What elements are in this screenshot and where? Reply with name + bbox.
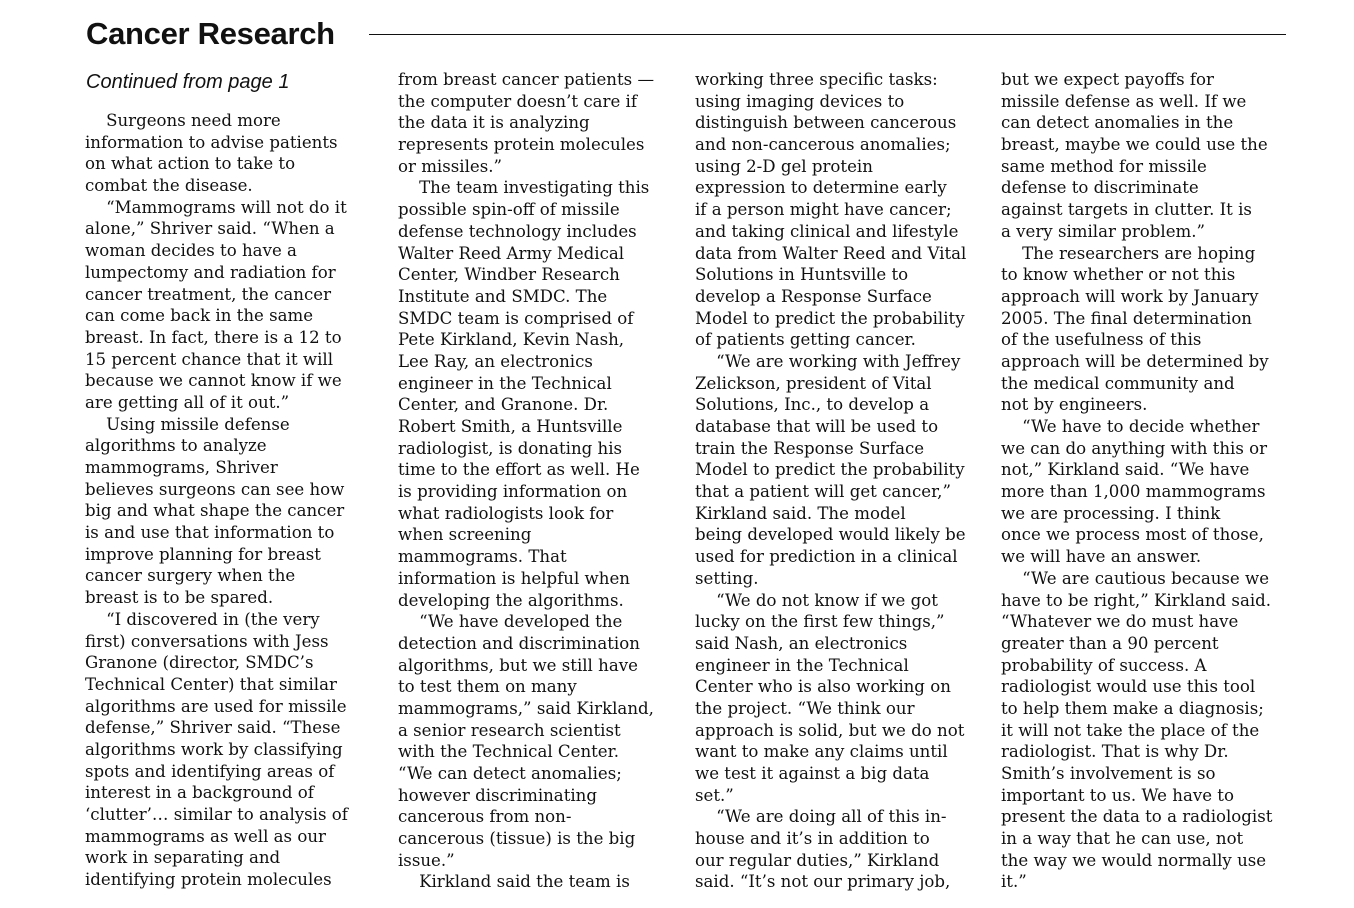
article-text-line: said. “It’s not our primary job,: [695, 872, 951, 892]
article-text-line: we test it against a big data: [695, 764, 930, 783]
article-text-line: radiologist. That is why Dr.: [1001, 742, 1229, 762]
article-text-line: but we expect payoffs for: [1001, 70, 1214, 89]
article-text-line: Center who is also working on: [695, 677, 951, 697]
title-rule: [369, 34, 1286, 35]
article-text-line: cancer treatment, the cancer: [85, 284, 332, 304]
article-text-line: “I discovered in (the very: [85, 609, 320, 629]
article-text-line: the way we would normally use: [1001, 850, 1267, 870]
article-text-line: breast, maybe we could use the: [1001, 135, 1268, 155]
article-text-line: first) conversations with Jess: [85, 631, 329, 651]
article-text-line: using 2-D gel protein: [695, 156, 873, 176]
article-text-line: “We do not know if we got: [695, 590, 938, 610]
article-text-line: Solutions, Inc., to develop a: [695, 395, 930, 415]
article-text-line: to know whether or not this: [1001, 265, 1236, 285]
article-text-line: Technical Center) that similar: [85, 674, 337, 694]
article-text-line: want to make any claims until: [695, 742, 948, 762]
article-text-line: a senior research scientist: [398, 720, 621, 740]
article-text-line: what radiologists look for: [398, 503, 614, 523]
article-text-line: Pete Kirkland, Kevin Nash,: [398, 330, 625, 350]
article-text-line: are getting all of it out.”: [85, 392, 290, 412]
article-text-line: time to the effort as well. He: [398, 460, 640, 480]
section-title: Cancer Research: [86, 16, 335, 51]
article-text-line: database that will be used to: [695, 417, 939, 436]
article-text-line: Center, and Granone. Dr.: [398, 395, 609, 415]
article-text-line: cancerous from non-: [398, 807, 572, 827]
article-text-line: Institute and SMDC. The: [398, 286, 608, 306]
article-text-line: “We have to decide whether: [1001, 417, 1260, 436]
article-text-line: the computer doesn’t care if: [398, 91, 637, 111]
article-text-line: once we process most of those,: [1001, 525, 1264, 545]
article-text-line: however discriminating: [398, 785, 597, 805]
article-column-4: [1001, 69, 1291, 893]
article-text-line: Center, Windber Research: [398, 265, 620, 285]
article-text-line: approach is solid, but we do not: [695, 720, 965, 740]
article-text-line: Using missile defense: [85, 414, 290, 434]
article-text-line: defense to discriminate: [1001, 178, 1199, 198]
article-text-line: Model to predict the probability: [695, 460, 965, 480]
article-text-line: “We have developed the: [398, 612, 623, 632]
article-text-line: of the usefulness of this: [1001, 330, 1202, 350]
article-text-line: is and use that information to: [85, 523, 335, 543]
article-text-line: improve planning for breast: [85, 544, 321, 564]
article-text-line: issue.”: [398, 850, 455, 870]
article-text-line: “Whatever we do must have: [1001, 612, 1239, 632]
article-text-line: being developed would likely be: [695, 525, 966, 545]
article-text-line: radiologist, is donating his: [398, 438, 623, 458]
article-text-line: from breast cancer patients —: [398, 70, 655, 89]
article-text-line: expression to determine early: [695, 178, 947, 198]
article-text-line: working three specific tasks:: [695, 70, 938, 89]
article-text-line: missile defense as well. If we: [1001, 91, 1247, 111]
article-text-line: said Nash, an electronics: [695, 633, 908, 653]
article-text-line: set.”: [695, 785, 734, 805]
article-text-line: is providing information on: [398, 482, 628, 502]
page-header: [86, 14, 1286, 58]
article-text-line: Kirkland said the team is: [398, 872, 630, 892]
article-text-line: defense,” Shriver said. “These: [85, 718, 341, 738]
article-text-line: SMDC team is comprised of: [398, 308, 634, 328]
continued-from-note: Continued from page 1: [86, 71, 290, 93]
article-text-line: distinguish between cancerous: [695, 113, 957, 133]
article-text-line: a very similar problem.”: [1001, 221, 1206, 241]
article-text-line: have to be right,” Kirkland said.: [1001, 590, 1272, 610]
article-text-line: Granone (director, SMDC’s: [85, 653, 314, 673]
article-text-line: approach will work by January: [1001, 286, 1259, 306]
article-text-line: engineer in the Technical: [695, 655, 909, 675]
article-text-line: cancerous (tissue) is the big: [398, 829, 636, 849]
article-text-line: developing the algorithms.: [398, 590, 624, 610]
article-text-line: and non-cancerous anomalies;: [695, 135, 951, 155]
article-text-line: our regular duties,” Kirkland: [695, 850, 940, 870]
article-column-2: [398, 69, 680, 893]
article-text-line: interest in a background of: [85, 783, 314, 803]
article-text-line: because we cannot know if we: [85, 371, 342, 391]
article-text-line: same method for missile: [1001, 156, 1207, 176]
article-text-line: it will not take the place of the: [1001, 720, 1260, 740]
article-text-line: “We are working with Jeffrey: [695, 351, 961, 371]
article-text-line: lucky on the first few things,”: [695, 612, 945, 632]
article-text-line: “Mammograms will not do it: [85, 197, 347, 217]
article-text-line: Surgeons need more: [85, 111, 281, 130]
article-text-line: data from Walter Reed and Vital: [695, 243, 967, 263]
article-text-line: algorithms to analyze: [85, 436, 267, 456]
article-text-line: with the Technical Center.: [398, 742, 620, 762]
article-text-line: house and it’s in addition to: [695, 829, 930, 849]
article-text-line: algorithms, but we still have: [398, 655, 638, 675]
article-text-line: combat the disease.: [85, 176, 253, 196]
article-text-line: Zelickson, president of Vital: [695, 373, 932, 393]
article-text-line: ‘clutter’… similar to analysis of: [85, 805, 348, 824]
article-text-line: Smith’s involvement is so: [1001, 764, 1216, 783]
article-text-line: probability of success. A: [1001, 655, 1207, 675]
article-text-line: Robert Smith, a Huntsville: [398, 417, 623, 436]
article-text-line: information is helpful when: [398, 568, 630, 588]
article-column-1: [85, 110, 375, 891]
article-text-line: can come back in the same: [85, 306, 314, 326]
article-text-line: that a patient will get cancer,”: [695, 482, 951, 502]
article-text-line: train the Response Surface: [695, 438, 925, 458]
article-text-line: of patients getting cancer.: [695, 330, 916, 350]
article-text-line: spots and identifying areas of: [85, 761, 335, 781]
article-text-line: it.”: [1001, 872, 1027, 892]
article-text-line: “We are cautious because we: [1001, 568, 1270, 588]
article-text-line: work in separating and: [85, 848, 281, 868]
article-text-line: important to us. We have to: [1001, 785, 1234, 805]
article-text-line: possible spin-off of missile: [398, 200, 620, 220]
article-text-line: breast is to be spared.: [85, 588, 274, 608]
article-text-line: in a way that he can use, not: [1001, 829, 1244, 849]
article-text-line: Solutions in Huntsville to: [695, 265, 909, 285]
article-column-3: [695, 69, 985, 893]
article-text-line: if a person might have cancer;: [695, 200, 952, 220]
article-text-line: woman decides to have a: [85, 241, 297, 261]
article-text-line: lumpectomy and radiation for: [85, 262, 336, 282]
article-text-line: “We are doing all of this in-: [695, 807, 947, 827]
article-text-line: alone,” Shriver said. “When a: [85, 219, 335, 239]
article-text-line: not,” Kirkland said. “We have: [1001, 460, 1250, 480]
article-text-line: more than 1,000 mammograms: [1001, 482, 1266, 502]
article-text-line: approach will be determined by: [1001, 351, 1269, 371]
article-text-line: Lee Ray, an electronics: [398, 351, 593, 371]
article-text-line: mammograms. That: [398, 547, 567, 567]
article-text-line: defense technology includes: [398, 221, 637, 241]
article-text-line: represents protein molecules: [398, 135, 645, 155]
article-text-line: big and what shape the cancer: [85, 501, 345, 521]
article-text-line: mammograms as well as our: [85, 826, 326, 846]
article-text-line: and taking clinical and lifestyle: [695, 221, 959, 241]
article-text-line: information to advise patients: [85, 132, 338, 152]
article-text-line: to test them on many: [398, 677, 577, 697]
article-text-line: cancer surgery when the: [85, 566, 296, 586]
article-text-line: algorithms work by classifying: [85, 739, 343, 759]
article-text-line: present the data to a radiologist: [1001, 807, 1273, 827]
article-text-line: Walter Reed Army Medical: [398, 243, 625, 263]
article-text-line: develop a Response Surface: [695, 286, 932, 306]
article-text-line: Model to predict the probability: [695, 308, 965, 328]
article-text-line: greater than a 90 percent: [1001, 633, 1219, 653]
article-text-line: detection and discrimination: [398, 633, 640, 653]
article-text-line: the medical community and: [1001, 373, 1235, 393]
article-text-line: the project. “We think our: [695, 698, 915, 718]
article-text-line: we are processing. I think: [1001, 503, 1221, 523]
article-text-line: radiologist would use this tool: [1001, 677, 1256, 697]
article-text-line: The researchers are hoping: [1001, 243, 1256, 263]
article-text-line: we can do anything with this or: [1001, 438, 1268, 458]
article-text-line: mammograms,” said Kirkland,: [398, 698, 654, 718]
article-text-line: mammograms, Shriver: [85, 458, 278, 477]
article-text-line: engineer in the Technical: [398, 373, 612, 393]
article-text-line: we will have an answer.: [1001, 547, 1202, 567]
article-text-line: when screening: [398, 525, 532, 545]
article-text-line: or missiles.”: [398, 156, 502, 176]
article-text-line: 2005. The final determination: [1001, 308, 1252, 328]
article-text-line: identifying protein molecules: [85, 870, 332, 890]
article-text-line: The team investigating this: [398, 178, 650, 198]
article-text-line: 15 percent chance that it will: [85, 349, 334, 369]
article-text-line: breast. In fact, there is a 12 to: [85, 327, 342, 347]
article-text-line: used for prediction in a clinical: [695, 547, 958, 567]
article-text-line: on what action to take to: [85, 154, 296, 174]
article-text-line: the data it is analyzing: [398, 113, 590, 133]
article-text-line: Kirkland said. The model: [695, 503, 906, 523]
article-text-line: not by engineers.: [1001, 395, 1148, 415]
article-text-line: to help them make a diagnosis;: [1001, 698, 1264, 718]
article-text-line: can detect anomalies in the: [1001, 113, 1234, 133]
article-text-line: algorithms are used for missile: [85, 696, 347, 716]
article-text-line: “We can detect anomalies;: [398, 764, 622, 783]
article-text-line: using imaging devices to: [695, 91, 905, 111]
article-text-line: setting.: [695, 568, 759, 588]
article-text-line: believes surgeons can see how: [85, 479, 345, 499]
article-text-line: against targets in clutter. It is: [1001, 200, 1252, 220]
